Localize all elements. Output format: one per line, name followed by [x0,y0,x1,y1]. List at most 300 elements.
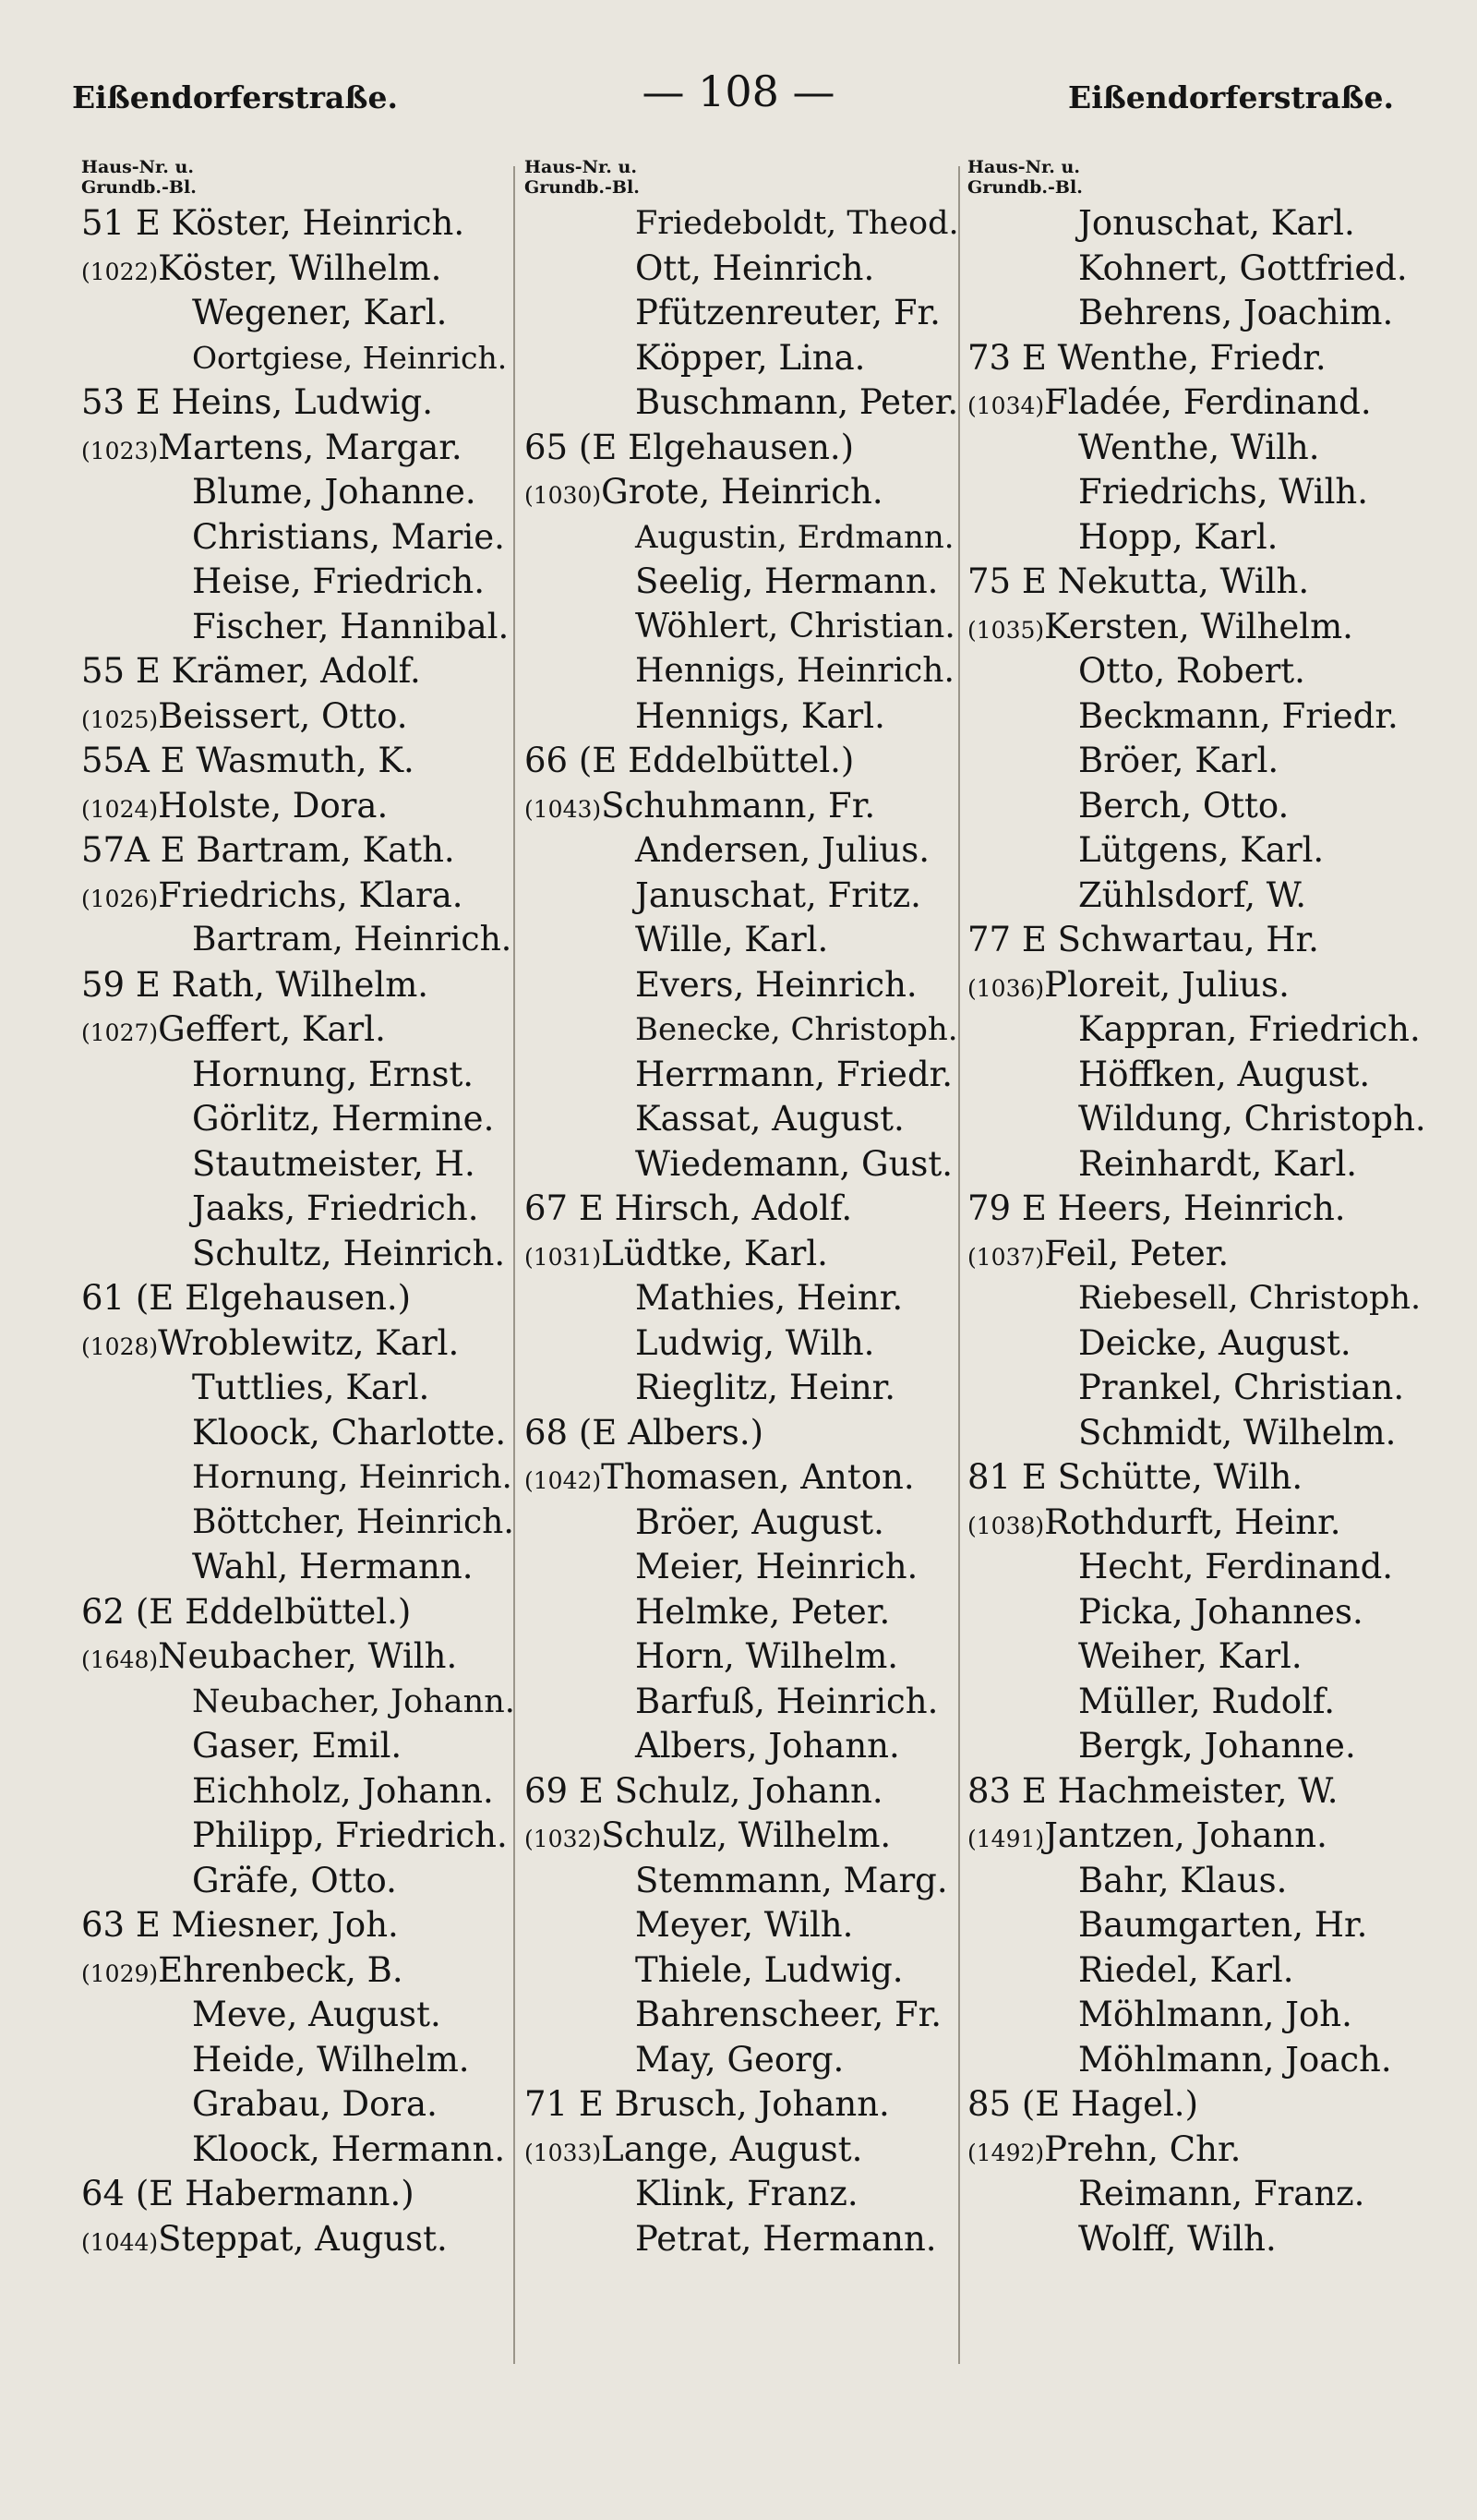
directory-entry [967,1724,1429,1769]
directory-entry [967,2128,1429,2173]
directory-entry [524,560,963,605]
directory-entry [967,694,1429,740]
house-number: 73 [967,337,1012,378]
resident-name: (E Eddelbüttel.) [135,1591,412,1632]
resident-name: Bahr, Klaus. [1078,1860,1288,1900]
resident-name: Seelig, Hermann. [635,561,939,601]
resident-name: Schmidt, Wilhelm. [1078,1412,1397,1453]
resident-name: Gaser, Emil. [192,1726,402,1766]
directory-entry [81,784,515,829]
resident-name: Hopp, Karl. [1078,516,1279,557]
running-header-right: Eißendorferstraße. [1068,79,1394,115]
directory-entry [967,739,1429,784]
resident-name: E Krämer, Adolf. [135,651,421,691]
resident-name: E Hachmeister, W. [1021,1770,1339,1811]
resident-name: Oortgiese, Heinrich. [192,339,508,376]
directory-entry [967,1680,1429,1725]
resident-name: (E Elgehausen.) [578,427,855,467]
resident-name: Ludwig, Wilh. [635,1322,875,1363]
resident-name: Benecke, Christoph. [635,1011,958,1048]
resident-name: Hecht, Ferdinand. [1078,1547,1394,1586]
resident-name: Höffken, August. [1078,1054,1371,1094]
directory-entry [81,1724,515,1769]
resident-name: Wildung, Christoph. [1078,1099,1426,1139]
directory-entry [81,2128,515,2173]
land-register-number: (1038) [967,1512,1045,1539]
resident-name: Ehrenbeck, B. [158,1949,403,1990]
land-register-number: (1044) [81,2228,159,2256]
resident-name: Riedel, Karl. [1078,1949,1294,1990]
resident-name: Jaaks, Friedrich. [192,1188,479,1228]
directory-entry [524,1007,963,1053]
directory-entry [524,1545,963,1590]
directory-entry [967,2172,1429,2217]
land-register-number: (1026) [81,885,159,912]
directory-entry [524,694,963,740]
house-number: 64 [81,2174,126,2213]
directory-entry [81,426,515,471]
land-register-number: (1024) [81,795,159,823]
resident-name: Blume, Johanne. [192,472,476,512]
directory-entry [524,1276,963,1321]
directory-entry [524,1859,963,1904]
directory-entry [967,1545,1429,1590]
directory-entry [81,2038,515,2083]
resident-name: Hennigs, Heinrich. [635,652,955,690]
directory-entry [81,1366,515,1411]
resident-name: Kohnert, Gottfried. [1078,247,1408,288]
resident-name: Holste, Dora. [158,785,389,826]
resident-name: E Miesner, Joh. [135,1905,399,1945]
resident-name: Stemmann, Marg. [635,1860,948,1900]
house-number: 63 [81,1905,126,1945]
resident-name: Kassat, August. [635,1099,905,1139]
directory-entry [524,1366,963,1411]
resident-name: Hennigs, Karl. [635,695,885,736]
resident-name: Behrens, Joachim. [1078,293,1394,332]
resident-name: Januschat, Fritz. [635,874,921,915]
house-number: 81 [967,1457,1012,1497]
land-register-number: (1042) [524,1467,602,1494]
directory-entry [524,1724,963,1769]
resident-name: E Nekutta, Wilh. [1021,561,1310,601]
resident-name: Heise, Friedrich. [192,561,486,601]
column-header [81,157,515,201]
directory-entry [81,1769,515,1815]
directory-entry [524,426,963,471]
resident-name: Beissert, Otto. [158,695,408,736]
directory-entry [967,649,1429,694]
directory-entry [81,1948,515,1994]
resident-name: Müller, Rudolf. [1078,1681,1336,1721]
resident-name: Wille, Karl. [635,920,829,959]
directory-entry [524,739,963,784]
directory-entry [524,1634,963,1680]
resident-name: Wolff, Wilh. [1078,2218,1277,2259]
resident-name: Reimann, Franz. [1078,2174,1365,2213]
directory-entry [524,1187,963,1232]
directory-entry [524,1053,963,1098]
resident-name: Schultz, Heinrich. [192,1233,506,1273]
directory-entry [967,560,1429,605]
column-header-line1: Haus-Nr. u. [524,157,637,177]
resident-name: Meve, August. [192,1995,441,2034]
directory-entry [524,470,963,515]
house-number: 71 [524,2084,569,2124]
resident-name: E Brusch, Johann. [578,2084,890,2124]
house-number: 67 [524,1188,569,1228]
resident-name: Ploreit, Julius. [1044,964,1290,1005]
directory-entry [81,291,515,336]
directory-entry [81,201,515,247]
directory-entry [81,1053,515,1098]
directory-entry [81,828,515,874]
running-header-left: Eißendorferstraße. [72,79,398,115]
resident-name: Buschmann, Peter. [635,382,959,422]
resident-name: E Hirsch, Adolf. [578,1188,853,1228]
directory-entry [81,1411,515,1456]
resident-name: Weiher, Karl. [1078,1636,1303,1676]
directory-entry [81,649,515,694]
directory-entry [524,380,963,426]
resident-name: Philipp, Friedrich. [192,1815,508,1855]
land-register-number: (1031) [524,1243,602,1271]
resident-name: Wroblewitz, Karl. [158,1322,460,1363]
directory-entry [524,515,963,561]
land-register-number: (1023) [81,437,159,464]
resident-name: Heide, Wilhelm. [192,2039,470,2080]
directory-entry [967,1411,1429,1456]
column-header-line2: Grundb.-Bl. [81,177,197,198]
resident-name: Jantzen, Johann. [1044,1815,1327,1855]
directory-entry [967,1142,1429,1188]
directory-entry [967,2038,1429,2083]
resident-name: Wahl, Hermann. [192,1547,474,1586]
directory-entry [524,1993,963,2038]
resident-name: Mathies, Heinr. [635,1278,904,1318]
directory-entry [81,963,515,1008]
resident-name: Wiedemann, Gust. [635,1143,954,1184]
column-header [524,157,963,201]
resident-name: Prehn, Chr. [1044,2128,1242,2169]
column-header [967,157,1429,201]
resident-name: Görlitz, Hermine. [192,1099,495,1139]
entry-list [967,201,1429,2261]
resident-name: Geffert, Karl. [158,1009,386,1049]
resident-name: Deicke, August. [1078,1322,1351,1363]
resident-name: (E Elgehausen.) [135,1278,412,1318]
column-3 [967,157,1429,2261]
directory-entry [81,1680,515,1725]
resident-name: Picka, Johannes. [1078,1591,1363,1632]
resident-name: Gräfe, Otto. [192,1860,397,1900]
directory-entry [524,649,963,694]
directory-entry [81,1634,515,1680]
directory-entry [81,1814,515,1859]
directory-entry [81,1321,515,1367]
resident-name: Bröer, August. [635,1501,884,1542]
house-number: 79 [967,1188,1012,1228]
directory-entry [81,874,515,919]
resident-name: Köster, Wilhelm. [158,247,442,288]
directory-entry [967,1769,1429,1815]
house-number: 83 [967,1770,1012,1811]
resident-name: Friedeboldt, Theod. [635,205,959,242]
resident-name: Neubacher, Johann. [192,1682,515,1720]
directory-entry [967,784,1429,829]
directory-entry [524,1321,963,1367]
directory-entry [967,1276,1429,1321]
resident-name: E Bartram, Kath. [160,830,455,870]
directory-entry [967,380,1429,426]
land-register-number: (1022) [81,258,159,285]
resident-name: Jonuschat, Karl. [1078,203,1355,243]
resident-name: Schuhmann, Fr. [601,785,876,826]
resident-name: Möhlmann, Joach. [1078,2039,1392,2080]
directory-entry [81,1142,515,1188]
resident-name: Meier, Heinrich. [635,1547,919,1586]
directory-entry [81,515,515,561]
resident-name: Meyer, Wilh. [635,1905,854,1945]
resident-name: E Wenthe, Friedr. [1021,337,1327,378]
resident-name: Horn, Wilhelm. [635,1636,899,1676]
directory-entry [967,336,1429,381]
directory-entry [524,1455,963,1501]
directory-entry [81,1993,515,2038]
resident-name: (E Albers.) [578,1412,764,1453]
resident-name: (E Eddelbüttel.) [578,741,855,780]
directory-entry [81,739,515,784]
resident-name: Christians, Marie. [192,516,505,557]
directory-entry [81,1501,515,1546]
resident-name: Wenthe, Wilh. [1078,427,1320,467]
house-number: 55A [81,741,150,780]
directory-entry [967,2217,1429,2262]
directory-entry [524,2128,963,2173]
resident-name: Lüdtke, Karl. [601,1233,828,1273]
resident-name: Möhlmann, Joh. [1078,1995,1352,2034]
resident-name: May, Georg. [635,2039,845,2080]
resident-name: Kloock, Hermann. [192,2128,506,2169]
directory-entry [967,1366,1429,1411]
land-register-number: (1034) [967,392,1045,419]
directory-entry [81,380,515,426]
resident-name: Tuttlies, Karl. [192,1368,430,1407]
directory-entry [524,1411,963,1456]
land-register-number: (1043) [524,795,602,823]
directory-entry [967,2082,1429,2128]
resident-name: Rothdurft, Heinr. [1044,1501,1341,1542]
directory-entry [81,2217,515,2262]
directory-entry [81,2172,515,2217]
resident-name: Bergk, Johanne. [1078,1726,1356,1766]
directory-entry [967,874,1429,919]
directory-entry [81,1097,515,1142]
directory-entry [967,1097,1429,1142]
directory-entry [81,1455,515,1501]
resident-name: Beckmann, Friedr. [1078,695,1399,736]
resident-name: Herrmann, Friedr. [635,1054,954,1094]
directory-entry [81,1903,515,1948]
page-number: — 108 — [642,66,835,116]
resident-name: Bahrenscheer, Fr. [635,1995,943,2034]
resident-name: Kappran, Friedrich. [1078,1009,1421,1049]
resident-name: Augustin, Erdmann. [635,518,955,556]
directory-entry [524,963,963,1008]
directory-entry [81,694,515,740]
resident-name: Friedrichs, Klara. [158,874,463,915]
directory-entry [81,2082,515,2128]
resident-name: Bröer, Karl. [1078,741,1279,780]
directory-entry [81,1007,515,1053]
resident-name: Kloock, Charlotte. [192,1412,507,1453]
directory-entry [967,963,1429,1008]
house-number: 55 [81,651,126,691]
directory-entry [967,1187,1429,1232]
directory-entry [524,605,963,650]
directory-entry [81,918,515,963]
column-header-line2: Grundb.-Bl. [967,177,1083,198]
resident-name: (E Habermann.) [135,2174,414,2213]
resident-name: Baumgarten, Hr. [1078,1905,1368,1945]
house-number: 66 [524,741,569,780]
entry-list [81,201,515,2261]
directory-entry [967,470,1429,515]
resident-name: Riebesell, Christoph. [1078,1280,1422,1317]
land-register-number: (1029) [81,1959,159,1987]
resident-name: Zühlsdorf, W. [1078,874,1307,915]
resident-name: Fladée, Ferdinand. [1044,382,1372,422]
resident-name: Bartram, Heinrich. [192,921,512,959]
directory-entry [967,605,1429,650]
resident-name: Martens, Margar. [158,427,462,467]
directory-entry [81,1545,515,1590]
directory-entry [967,1053,1429,1098]
land-register-number: (1492) [967,2139,1045,2166]
resident-name: Lange, August. [601,2128,863,2169]
resident-name: Ott, Heinrich. [635,247,875,288]
land-register-number: (1648) [81,1646,159,1673]
directory-entry [524,828,963,874]
resident-name: E Rath, Wilhelm. [135,964,429,1005]
directory-entry [967,291,1429,336]
resident-name: Berch, Otto. [1078,785,1290,826]
house-number: 57A [81,830,150,870]
directory-entry [81,247,515,292]
directory-entry [524,874,963,919]
resident-name: Thomasen, Anton. [601,1457,915,1497]
directory-entry [967,1993,1429,2038]
house-number: 61 [81,1278,126,1318]
land-register-number: (1037) [967,1243,1045,1271]
directory-entry [524,1501,963,1546]
directory-entry [967,1948,1429,1994]
resident-name: Neubacher, Wilh. [158,1636,458,1676]
directory-entry [967,828,1429,874]
resident-name: E Schwartau, Hr. [1021,920,1319,959]
directory-entry [967,1455,1429,1501]
land-register-number: (1030) [524,482,602,509]
directory-entry [81,336,515,381]
directory-entry [967,1814,1429,1859]
directory-entry [524,1814,963,1859]
land-register-number: (1028) [81,1332,159,1360]
directory-entry [967,1859,1429,1904]
directory-entry [524,201,963,247]
directory-entry [967,1634,1429,1680]
directory-entry [524,2217,963,2262]
directory-entry [967,1321,1429,1367]
resident-name: Rieglitz, Heinr. [635,1368,896,1407]
resident-name: E Wasmuth, K. [160,741,414,780]
resident-name: Stautmeister, H. [192,1143,475,1184]
house-number: 53 [81,382,126,422]
column-header-line2: Grundb.-Bl. [524,177,640,198]
entry-list [524,201,963,2261]
directory-entry [967,1903,1429,1948]
house-number: 62 [81,1591,126,1632]
directory-entry [524,336,963,381]
resident-name: Hornung, Ernst. [192,1054,474,1094]
directory-entry [81,605,515,650]
resident-name: Feil, Peter. [1044,1233,1230,1273]
resident-name: Petrat, Hermann. [635,2218,937,2259]
land-register-number: (1036) [967,974,1045,1002]
directory-entry [967,1501,1429,1546]
resident-name: E Schulz, Johann. [578,1770,883,1811]
resident-name: Böttcher, Heinrich. [192,1502,514,1541]
resident-name: Wegener, Karl. [192,293,448,332]
resident-name: Lütgens, Karl. [1078,830,1325,870]
house-number: 85 [967,2084,1012,2124]
resident-name: E Schütte, Wilh. [1021,1457,1303,1497]
directory-entry [81,1187,515,1232]
land-register-number: (1491) [967,1826,1045,1852]
resident-name: Prankel, Christian. [1078,1368,1405,1407]
resident-name: Friedrichs, Wilh. [1078,472,1368,512]
directory-entry [524,1903,963,1948]
directory-entry [524,1142,963,1188]
directory-entry [967,426,1429,471]
column-header-line1: Haus-Nr. u. [967,157,1080,177]
resident-name: Thiele, Ludwig. [635,1949,904,1990]
directory-entry [967,1232,1429,1277]
directory-entry [81,1276,515,1321]
house-number: 59 [81,964,126,1005]
directory-entry [81,1232,515,1277]
land-register-number: (1025) [81,705,159,733]
column-1 [81,157,515,2261]
resident-name: Fischer, Hannibal. [192,606,510,646]
house-number: 65 [524,427,569,467]
directory-entry [524,291,963,336]
house-number: 77 [967,920,1012,959]
directory-entry [524,1097,963,1142]
house-number: 75 [967,561,1012,601]
resident-name: Andersen, Julius. [635,830,930,870]
resident-name: Schulz, Wilhelm. [601,1815,892,1855]
directory-entry [524,247,963,292]
resident-name: Kersten, Wilhelm. [1044,606,1353,646]
resident-name: Eichholz, Johann. [192,1770,494,1811]
resident-name: Wöhlert, Christian. [635,607,955,645]
resident-name: Grabau, Dora. [192,2084,438,2124]
resident-name: Pfützenreuter, Fr. [635,293,941,332]
resident-name: Hornung, Heinrich. [192,1459,512,1496]
directory-entry [967,247,1429,292]
resident-name: E Heins, Ludwig. [135,382,434,422]
land-register-number: (1033) [524,2139,602,2166]
